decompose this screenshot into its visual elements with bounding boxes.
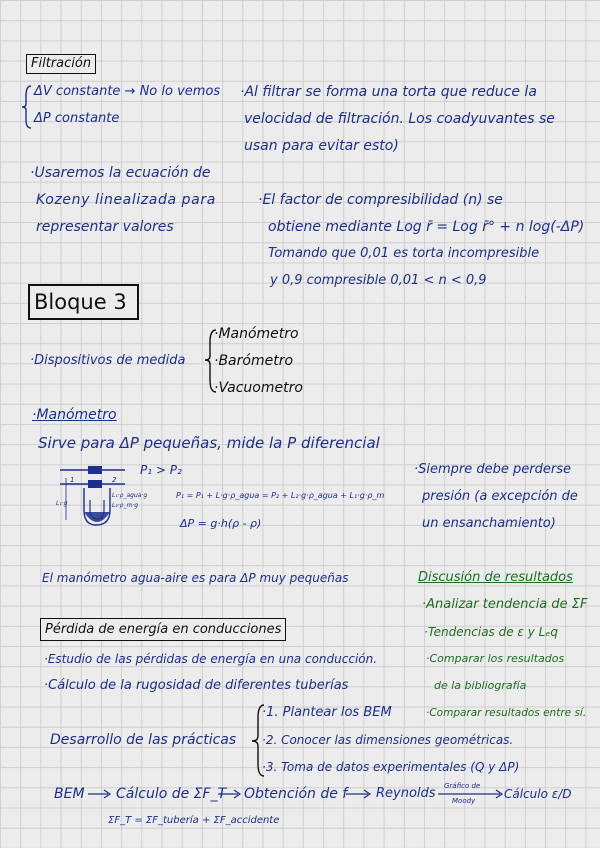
manometro-note-line-1: ·Siempre debe perderse xyxy=(414,462,571,477)
manometro-diagram-label-2: 2 xyxy=(112,476,117,484)
manometro-diagram-label-5: L₁·g xyxy=(56,500,68,507)
filtracion-note-line-1: ·Al filtrar se forma una torta que reduce la xyxy=(240,84,537,100)
discusion-item-1: ·Analizar tendencia de ΣF xyxy=(422,597,588,612)
compresibilidad-line-2: obtiene mediante Log r̄ = Log r̄° + n log(-ΔP) xyxy=(268,219,585,235)
flow-final: Cálculo ε/D xyxy=(504,787,572,801)
flow-moody: Moody xyxy=(452,797,476,805)
practicas-label: Desarrollo de las prácticas xyxy=(50,732,237,748)
perdida-item-1: ·Estudio de las pérdidas de energía en una conducción. xyxy=(44,652,378,666)
dispositivo-item-vacuometro: ·Vacuometro xyxy=(214,380,303,396)
flow-reynolds: Reynolds xyxy=(376,786,436,801)
manometro-note-line-3: un ensanchamiento) xyxy=(422,516,556,531)
perdida-title: Pérdida de energía en conducciones xyxy=(40,618,286,641)
flow-calculo: Cálculo de ΣF_T xyxy=(116,786,227,802)
dispositivo-item-manometro: ·Manómetro xyxy=(214,326,299,342)
manometro-title: ·Manómetro xyxy=(32,407,117,423)
manometro-condition: P₁ > P₂ xyxy=(140,463,182,477)
manometro-equation-1: P₁ = P₁ + L·g·ρ_agua = P₂ + L₂·g·ρ_agua + L₁·g·ρ_m xyxy=(176,491,385,500)
discusion-item-5: ·Comparar resultados entre sí. xyxy=(426,707,587,719)
flow-obtencion: Obtención de f xyxy=(244,786,348,802)
discusion-item-3: ·Comparar los resultados xyxy=(426,652,565,665)
flow-sum: ΣF_T = ΣF_tubería + ΣF_accidente xyxy=(108,815,280,826)
filtracion-title: Filtración xyxy=(26,54,96,74)
filtracion-brace-line-2: ΔP constante xyxy=(34,111,120,126)
perdida-item-2: ·Cálculo de la rugosidad de diferentes tuberías xyxy=(44,678,349,693)
manometro-line-2: El manómetro agua-aire es para ΔP muy pequeñas xyxy=(42,571,349,585)
kozeny-line-1: ·Usaremos la ecuación de xyxy=(30,165,211,181)
manometro-diagram-label-1: 1 xyxy=(70,476,75,484)
manometro-diagram-label-3: L₁·ρ_agua·g xyxy=(112,492,148,499)
flow-grafico: Gráfico de xyxy=(444,782,481,790)
dispositivo-item-barometro: ·Barómetro xyxy=(214,353,294,369)
manometro-line-1: Sirve para ΔP pequeñas, mide la P diferencial xyxy=(38,434,380,452)
compresibilidad-line-4: y 0,9 compresible 0,01 < n < 0,9 xyxy=(270,273,487,288)
filtracion-note-line-2: velocidad de filtración. Los coadyuvantes se xyxy=(244,111,555,127)
kozeny-line-2: Kozeny linealizada para xyxy=(36,192,216,208)
practicas-step-2: ·2. Conocer las dimensiones geométricas. xyxy=(262,733,514,747)
manometro-note-line-2: presión (a excepción de xyxy=(422,489,578,504)
dispositivos-label: ·Dispositivos de medida xyxy=(30,353,186,368)
practicas-step-1: ·1. Plantear los BEM xyxy=(262,705,392,720)
flow-bem: BEM xyxy=(54,786,85,802)
filtracion-brace-line-1: ΔV constante → No lo vemos xyxy=(34,84,221,99)
discusion-item-2: ·Tendencias de ε y Lₑq xyxy=(424,625,558,639)
discusion-title: Discusión de resultados xyxy=(418,570,573,585)
bloque-title: Bloque 3 xyxy=(28,284,139,320)
compresibilidad-line-1: ·El factor de compresibilidad (n) se xyxy=(258,192,503,208)
discusion-item-4: de la bibliografía xyxy=(434,679,527,692)
filtracion-note-line-3: usan para evitar esto) xyxy=(244,138,399,154)
kozeny-line-3: representar valores xyxy=(36,219,174,235)
manometro-equation-2: ΔP = g·h(ρ - ρ) xyxy=(180,517,262,530)
compresibilidad-line-3: Tomando que 0,01 es torta incompresible xyxy=(268,246,540,261)
practicas-step-3: ·3. Toma de datos experimentales (Q y ΔP) xyxy=(262,760,520,774)
manometro-diagram-label-4: L₂·ρ_m·g xyxy=(112,502,139,509)
